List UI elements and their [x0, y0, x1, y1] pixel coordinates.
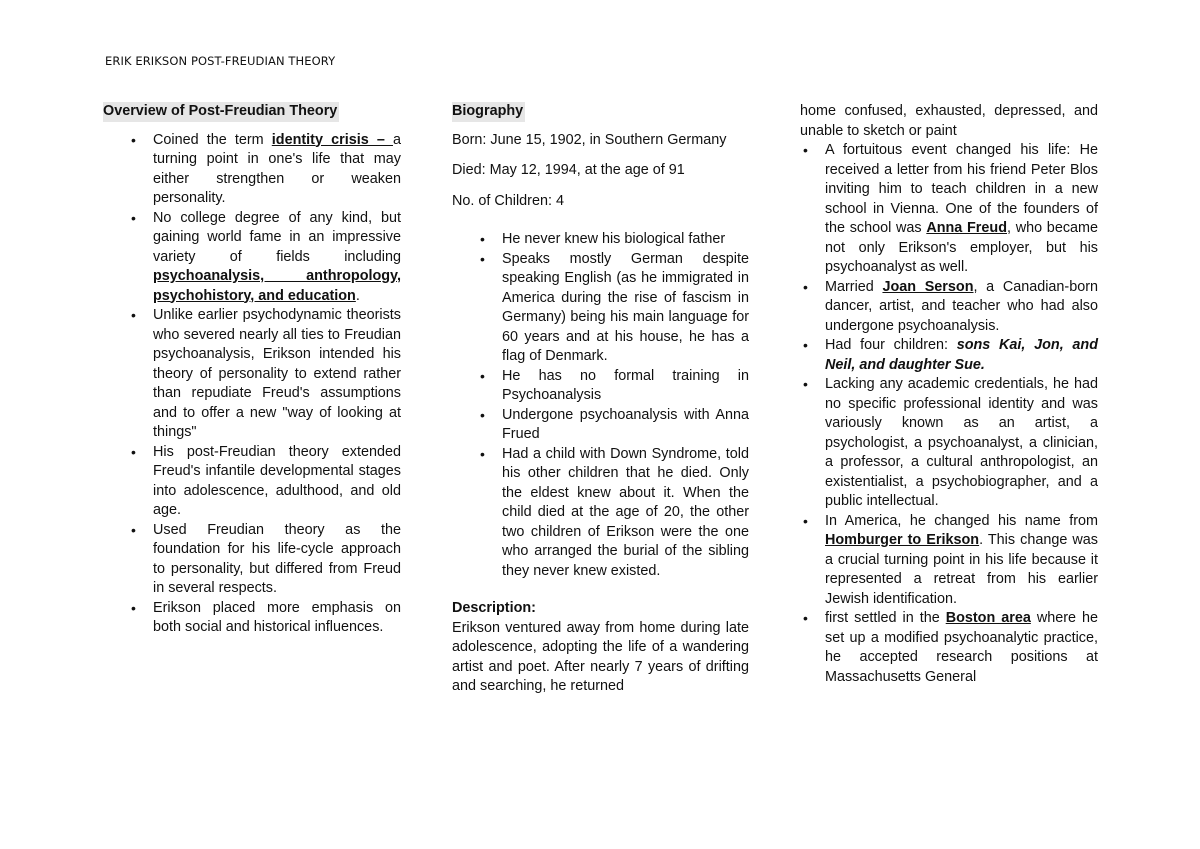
- list-item: • Speaks mostly German despite speaking English (as he immigrated in America during the rise of fascism in Germany) being his main language for 60 years and at his house, he has a flag of Denmark.: [452, 250, 749, 367]
- biography-list: [452, 230, 749, 581]
- description-text: Erikson ventured away from home during late adolescence, adopting the life of a wandering artist and poet. After nearly 7 years of drifting and searching, he returned: [452, 619, 749, 694]
- list-item: • Lacking any academic credentials, he had no specific professional identity and was variously known as an artist, a psychologist, a psychoanalyst, a clinician, a professor, a cultural anthropologist, an existentialist, a psychobiographer, and a public intellectual.: [800, 375, 1098, 512]
- name-anna-freud: Anna Freud: [926, 220, 1007, 236]
- overview-column: [103, 102, 401, 638]
- list-item: • Had a child with Down Syndrome, told his other children that he died. Only the eldest knew about it. When the child died at the age of 20, the other two children of Erikson were the one who arranged the burial of the sibling they never knew existed.: [452, 445, 749, 582]
- children-line: No. of Children: 4: [452, 192, 564, 209]
- overview-list: [103, 131, 401, 638]
- list-item: • No college degree of any kind, but gaining world fame in an impressive variety of fields including psychoanalysis, anthropology, psychohistory, and education.: [103, 209, 401, 307]
- list-item: • Married Joan Serson, a Canadian-born dancer, artist, and teacher who had also undergone psychoanalysis.: [800, 278, 1098, 337]
- list-item: • Undergone psychoanalysis with Anna Frued: [452, 406, 749, 445]
- overview-heading: Overview of Post-Freudian Theory: [103, 102, 339, 122]
- biography-column: [452, 102, 749, 697]
- term-identity-crisis: identity crisis –: [271, 131, 393, 148]
- born-line: Born: June 15, 1902, in Southern Germany: [452, 131, 727, 148]
- list-item: • In America, he changed his name from Homburger to Erikson. This change was a crucial turning point in his life because it represented a retreat from his earlier Jewish identification.: [800, 512, 1098, 610]
- list-item: • A fortuitous event changed his life: He received a letter from his friend Peter Blos inviting him to teach children in a new school in Vienna. One of the founders of the school was Anna Freud, who became not only Erikson's employer, but his psychoanalyst as well.: [800, 141, 1098, 278]
- continued-column: [800, 102, 1098, 687]
- biography-heading: Biography: [452, 102, 525, 122]
- list-item: • Had four children: sons Kai, Jon, and Neil, and daughter Sue.: [800, 336, 1098, 375]
- description-heading: Description:: [452, 600, 536, 616]
- continued-lead: home confused, exhausted, depressed, and unable to sketch or paint: [800, 103, 1098, 139]
- list-item: • first settled in the Boston area where he set up a modified psychoanalytic practice, he accepted research positions at Massachusetts General: [800, 609, 1098, 687]
- fields-list: psychoanalysis, anthropology, psychohistory, and education: [153, 268, 401, 304]
- page-header: ERIK ERIKSON POST-FREUDIAN THEORY: [105, 54, 336, 68]
- list-item: • His post-Freudian theory extended Freud's infantile developmental stages into adolescence, adulthood, and old age.: [103, 443, 401, 521]
- children-names: sons Kai, Jon, and Neil, and daughter Sue.: [825, 337, 1098, 373]
- list-item: • Unlike earlier psychodynamic theorists who severed nearly all ties to Freudian psychoanalysis, Erikson intended his theory of personality to extend rather than repudiate Freud's assumptions and to offer a new "way of looking at things": [103, 306, 401, 443]
- list-item: • He never knew his biological father: [452, 230, 749, 250]
- name-joan-serson: Joan Serson: [882, 278, 974, 295]
- died-line: Died: May 12, 1994, at the age of 91: [452, 162, 685, 178]
- list-item: • Used Freudian theory as the foundation for his life-cycle approach to personality, but differed from Freud in several respects.: [103, 521, 401, 599]
- name-change: Homburger to Erikson: [825, 532, 980, 548]
- place-boston: Boston area: [945, 610, 1031, 626]
- list-item: • Coined the term identity crisis – a turning point in one's life that may either strengthen or weaken personality.: [103, 131, 401, 209]
- continued-list: [800, 141, 1098, 687]
- list-item: • He has no formal training in Psychoanalysis: [452, 367, 749, 406]
- list-item: • Erikson placed more emphasis on both social and historical influences.: [103, 599, 401, 638]
